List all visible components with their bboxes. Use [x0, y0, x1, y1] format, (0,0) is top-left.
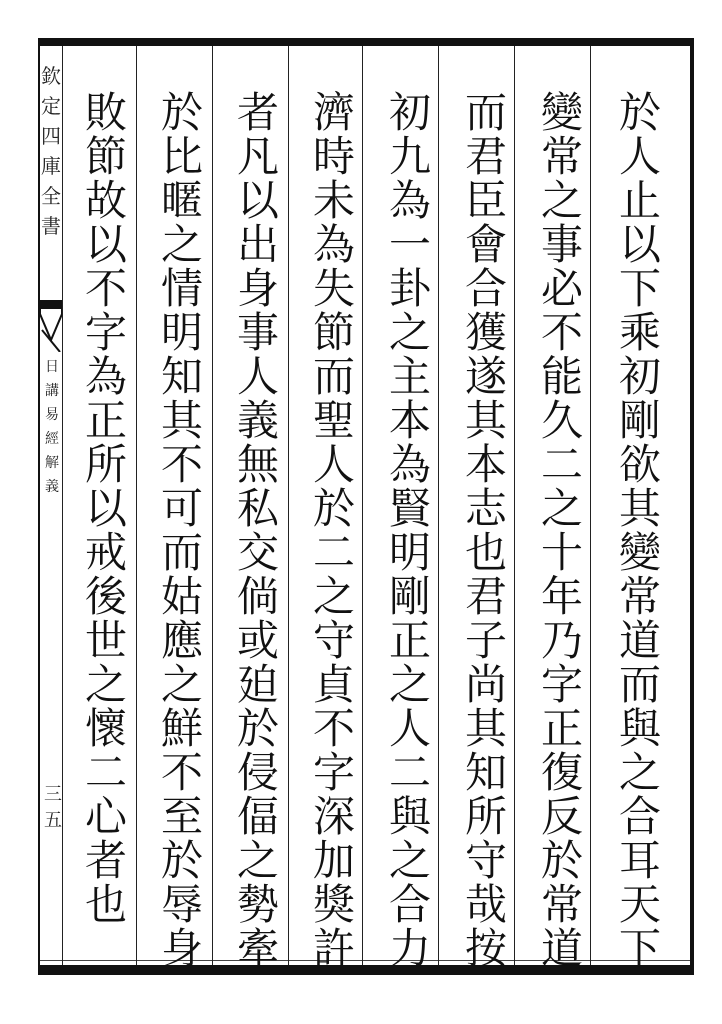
text-glyph: 節: [312, 308, 355, 357]
text-glyph: 十: [540, 528, 583, 577]
text-glyph: 復: [540, 748, 583, 797]
text-column: [304, 88, 364, 973]
text-glyph: 本: [464, 440, 507, 489]
text-glyph: 於: [312, 484, 355, 533]
text-glyph: 下: [618, 264, 661, 313]
text-glyph: 初: [388, 88, 431, 137]
text-column: [456, 88, 516, 973]
text-glyph: 久: [540, 396, 583, 445]
text-glyph: 義: [236, 396, 279, 445]
text-glyph: 人: [618, 132, 661, 181]
text-glyph: 廹: [236, 660, 279, 709]
text-glyph: 不: [84, 264, 127, 313]
text-glyph: 懷: [84, 704, 127, 753]
text-glyph: 乘: [618, 308, 661, 357]
text-glyph: 以: [84, 220, 127, 269]
fishtail-mark: [40, 300, 62, 352]
text-glyph: 反: [540, 792, 583, 841]
text-column: [152, 88, 212, 973]
frame-right-border: [690, 38, 694, 975]
text-glyph: 守: [464, 836, 507, 885]
text-glyph: 字: [540, 660, 583, 709]
text-glyph: 與: [388, 792, 431, 841]
text-glyph: 倘: [236, 572, 279, 621]
text-glyph: 許: [312, 924, 355, 973]
text-glyph: 或: [236, 616, 279, 665]
text-glyph: 其: [464, 396, 507, 445]
text-glyph: 與: [618, 704, 661, 753]
text-glyph: 解: [45, 455, 59, 471]
text-glyph: 不: [160, 748, 203, 797]
text-glyph: 為: [388, 176, 431, 225]
text-glyph: 身: [160, 924, 203, 973]
text-glyph: 四: [41, 124, 61, 148]
text-glyph: 志: [464, 484, 507, 533]
text-glyph: 不: [312, 704, 355, 753]
text-glyph: 主: [388, 352, 431, 401]
text-glyph: 常: [540, 132, 583, 181]
text-glyph: 二: [540, 440, 583, 489]
text-glyph: 道: [540, 924, 583, 973]
text-glyph: 初: [618, 352, 661, 401]
text-glyph: 不: [160, 440, 203, 489]
text-glyph: 以: [618, 220, 661, 269]
text-glyph: 守: [312, 616, 355, 665]
text-glyph: 應: [160, 616, 203, 665]
text-glyph: 年: [540, 572, 583, 621]
text-glyph: 按: [464, 924, 507, 973]
text-glyph: 無: [236, 440, 279, 489]
text-glyph: 事: [540, 220, 583, 269]
text-glyph: 合: [618, 792, 661, 841]
text-glyph: 子: [464, 616, 507, 665]
text-glyph: 加: [312, 836, 355, 885]
text-glyph: 而: [464, 88, 507, 137]
text-glyph: 合: [464, 264, 507, 313]
text-glyph: 濟: [312, 88, 355, 137]
text-glyph: 道: [618, 616, 661, 665]
text-column: [532, 88, 592, 973]
text-glyph: 常: [540, 880, 583, 929]
text-glyph: 乃: [540, 616, 583, 665]
text-glyph: 情: [160, 264, 203, 313]
text-glyph: 欲: [618, 440, 661, 489]
text-glyph: 凡: [236, 132, 279, 181]
text-glyph: 暱: [160, 176, 203, 225]
text-glyph: 之: [160, 220, 203, 269]
text-glyph: 定: [41, 94, 61, 118]
text-glyph: 欽: [41, 64, 61, 88]
text-glyph: 於: [540, 836, 583, 885]
text-glyph: 辱: [160, 880, 203, 929]
text-glyph: 知: [160, 352, 203, 401]
text-glyph: 能: [540, 352, 583, 401]
text-glyph: 正: [84, 396, 127, 445]
text-glyph: 失: [312, 264, 355, 313]
text-glyph: 為: [312, 220, 355, 269]
text-glyph: 侵: [236, 748, 279, 797]
text-glyph: 後: [84, 572, 127, 621]
text-glyph: 敗: [84, 88, 127, 137]
text-glyph: 明: [160, 308, 203, 357]
text-glyph: 其: [618, 484, 661, 533]
text-column: [76, 88, 136, 929]
text-glyph: 會: [464, 220, 507, 269]
text-glyph: 姑: [160, 572, 203, 621]
text-glyph: 人: [236, 352, 279, 401]
text-glyph: 於: [618, 88, 661, 137]
text-glyph: 字: [312, 748, 355, 797]
text-glyph: 下: [618, 924, 661, 973]
text-glyph: 而: [618, 660, 661, 709]
text-glyph: 而: [312, 352, 355, 401]
text-glyph: 一: [388, 220, 431, 269]
text-glyph: 之: [540, 484, 583, 533]
text-glyph: 故: [84, 176, 127, 225]
text-glyph: 講: [45, 383, 59, 399]
text-glyph: 之: [388, 660, 431, 709]
text-glyph: 之: [388, 308, 431, 357]
text-column: [228, 88, 288, 973]
text-glyph: 易: [45, 407, 59, 423]
margin-book-title: [42, 360, 62, 504]
text-glyph: 之: [236, 836, 279, 885]
text-glyph: 二: [388, 748, 431, 797]
text-glyph: 鮮: [160, 704, 203, 753]
text-glyph: 事: [236, 308, 279, 357]
text-glyph: 日: [45, 359, 59, 375]
text-glyph: 庫: [41, 154, 61, 178]
column-rule: [136, 46, 137, 965]
text-glyph: 不: [540, 308, 583, 357]
frame-bottom-border: [38, 965, 694, 975]
text-glyph: 九: [388, 132, 431, 181]
text-glyph: 至: [160, 792, 203, 841]
text-glyph: 賢: [388, 484, 431, 533]
text-glyph: 書: [41, 214, 61, 238]
text-glyph: 心: [84, 792, 127, 841]
text-glyph: 於: [236, 704, 279, 753]
text-glyph: 尚: [464, 660, 507, 709]
margin-title: [40, 66, 62, 246]
text-glyph: 以: [236, 176, 279, 225]
text-glyph: 本: [388, 396, 431, 445]
text-glyph: 明: [388, 528, 431, 577]
text-glyph: 正: [540, 704, 583, 753]
text-column: [610, 88, 670, 973]
text-glyph: 人: [388, 704, 431, 753]
text-glyph: 私: [236, 484, 279, 533]
text-glyph: 剛: [618, 396, 661, 445]
text-glyph: 而: [160, 528, 203, 577]
text-glyph: 為: [388, 440, 431, 489]
text-glyph: 遂: [464, 352, 507, 401]
text-glyph: 於: [160, 88, 203, 137]
text-glyph: 合: [388, 880, 431, 929]
text-glyph: 全: [41, 184, 61, 208]
text-glyph: 所: [464, 792, 507, 841]
text-glyph: 比: [160, 132, 203, 181]
text-glyph: 所: [84, 440, 127, 489]
text-glyph: 牽: [236, 924, 279, 973]
text-glyph: 二: [84, 748, 127, 797]
text-glyph: 之: [388, 836, 431, 885]
column-rule: [62, 46, 63, 965]
text-glyph: 以: [84, 484, 127, 533]
text-glyph: 知: [464, 748, 507, 797]
text-glyph: 可: [160, 484, 203, 533]
text-glyph: 聖: [312, 396, 355, 445]
text-glyph: 剛: [388, 572, 431, 621]
text-glyph: 出: [236, 220, 279, 269]
text-glyph: 之: [160, 660, 203, 709]
text-glyph: 身: [236, 264, 279, 313]
text-glyph: 義: [45, 479, 59, 495]
frame-top-border: [38, 38, 694, 46]
text-glyph: 力: [388, 924, 431, 973]
text-glyph: 者: [84, 836, 127, 885]
text-glyph: 也: [464, 528, 507, 577]
text-glyph: 時: [312, 132, 355, 181]
text-glyph: 者: [236, 88, 279, 137]
text-glyph: 其: [464, 704, 507, 753]
text-glyph: 經: [45, 431, 59, 447]
text-glyph: 卦: [388, 264, 431, 313]
text-glyph: 哉: [464, 880, 507, 929]
text-glyph: 之: [540, 176, 583, 225]
text-glyph: 偪: [236, 792, 279, 841]
text-glyph: 人: [312, 440, 355, 489]
text-glyph: 常: [618, 572, 661, 621]
text-glyph: 世: [84, 616, 127, 665]
text-glyph: 其: [160, 396, 203, 445]
text-glyph: 耳: [618, 836, 661, 885]
text-glyph: 戒: [84, 528, 127, 577]
text-glyph: 變: [540, 88, 583, 137]
text-glyph: 字: [84, 308, 127, 357]
text-glyph: 也: [84, 880, 127, 929]
text-glyph: 節: [84, 132, 127, 181]
page-number: 三五: [44, 784, 62, 831]
column-rule: [212, 46, 213, 965]
text-glyph: 之: [618, 748, 661, 797]
text-glyph: 臣: [464, 176, 507, 225]
text-glyph: 交: [236, 528, 279, 577]
text-glyph: 獎: [312, 880, 355, 929]
text-glyph: 天: [618, 880, 661, 929]
text-glyph: 為: [84, 352, 127, 401]
text-glyph: 深: [312, 792, 355, 841]
text-glyph: 二: [312, 528, 355, 577]
text-glyph: 未: [312, 176, 355, 225]
text-glyph: 必: [540, 264, 583, 313]
text-glyph: 之: [312, 572, 355, 621]
text-glyph: 變: [618, 528, 661, 577]
text-glyph: 獲: [464, 308, 507, 357]
column-rule: [288, 46, 289, 965]
text-glyph: 勢: [236, 880, 279, 929]
text-glyph: 貞: [312, 660, 355, 709]
text-glyph: 正: [388, 616, 431, 665]
text-glyph: 止: [618, 176, 661, 225]
text-glyph: 君: [464, 572, 507, 621]
text-glyph: 之: [84, 660, 127, 709]
text-glyph: 於: [160, 836, 203, 885]
text-glyph: 君: [464, 132, 507, 181]
text-column: [380, 88, 440, 973]
